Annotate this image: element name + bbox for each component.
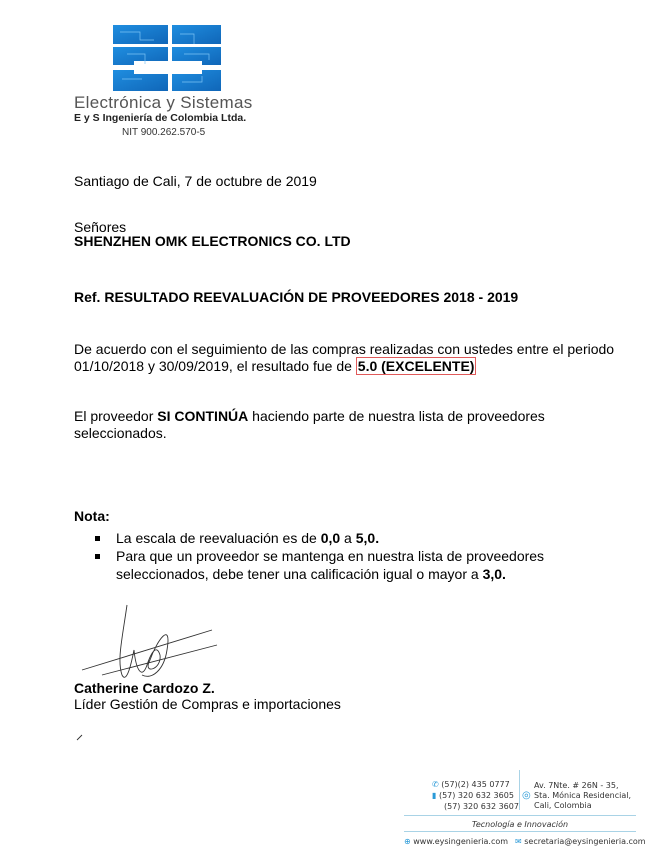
bullet-icon	[95, 554, 100, 559]
note-item-1	[116, 530, 379, 547]
paragraph-1-line-2	[74, 358, 476, 375]
phone-text: (57)(2) 435 0777	[441, 780, 510, 789]
paragraph-2-text-b: haciendo parte de nuestra lista de proveedores	[248, 408, 545, 424]
footer-line	[404, 831, 636, 832]
mobile-icon: ▮	[432, 791, 437, 800]
bullet-icon	[95, 536, 100, 541]
result-highlight: 5.0 (EXCELENTE)	[357, 358, 475, 374]
footer-phone-3: (57) 320 632 3607	[444, 802, 519, 811]
note-value: 5,0.	[355, 530, 380, 546]
company-logo	[112, 24, 222, 92]
letter-date: Santiago de Cali, 7 de octubre de 2019	[74, 173, 317, 189]
location-icon: ◎	[522, 790, 531, 801]
note-text: a	[340, 530, 356, 546]
address-line: Sta. Mónica Residencial,	[534, 791, 632, 800]
continue-status: SI CONTINÚA	[157, 408, 249, 424]
note-value: 3,0.	[482, 566, 506, 582]
envelope-icon: ✉	[515, 837, 522, 846]
note-value: 0,0	[320, 530, 341, 546]
address-line: Av. 7Nte. # 26N - 35,	[534, 781, 619, 790]
note-item-2-line-2	[116, 566, 506, 583]
footer-divider	[519, 770, 520, 810]
paragraph-1-text: 01/10/2018 y 30/09/2019, el resultado fue de	[74, 358, 356, 374]
web-link[interactable]: www.eysingenieria.com	[413, 837, 509, 846]
paragraph-2-text: El proveedor	[74, 408, 158, 424]
paragraph-2-line-1	[74, 408, 545, 425]
signer-title: Líder Gestión de Compras e importaciones	[74, 696, 341, 712]
phone-icon: ✆	[432, 780, 439, 789]
logo-company: E y S Ingeniería de Colombia Ltda.	[74, 112, 247, 124]
footer-phone-2	[432, 791, 514, 801]
globe-icon: ⊕	[404, 837, 411, 846]
recipient: SHENZHEN OMK ELECTRONICS CO. LTD	[74, 233, 351, 249]
note-title: Nota:	[74, 508, 110, 524]
footer-line	[404, 815, 636, 816]
note-item-2-line-1: Para que un proveedor se mantenga en nuestra lista de proveedores	[116, 548, 545, 564]
paragraph-1-line-1: De acuerdo con el seguimiento de las compras realizadas con ustedes entre el periodo	[74, 341, 615, 357]
logo-name: Electrónica y Sistemas	[74, 93, 253, 112]
footer-email[interactable]	[515, 837, 646, 847]
footer-address	[534, 781, 631, 811]
note-text: seleccionados, debe tener una calificación igual o mayor a	[116, 566, 483, 582]
footer-slogan: Tecnología e Innovación	[471, 820, 569, 829]
footer-web[interactable]	[404, 837, 508, 847]
signature	[72, 600, 222, 745]
salutation: Señores	[74, 219, 127, 235]
phone-text: (57) 320 632 3605	[438, 791, 514, 800]
paragraph-2-line-2: seleccionados.	[74, 425, 167, 441]
address-line: Cali, Colombia	[534, 801, 592, 810]
footer-phone-1	[432, 780, 510, 790]
email-link[interactable]: secretaria@eysingenieria.com	[524, 837, 646, 846]
logo-nit: NIT 900.262.570-5	[122, 127, 206, 138]
signer-name: Catherine Cardozo Z.	[74, 680, 215, 696]
reference: Ref. RESULTADO REEVALUACIÓN DE PROVEEDORES 2018 - 2019	[74, 289, 519, 305]
note-text: La escala de reevaluación es de	[116, 530, 321, 546]
